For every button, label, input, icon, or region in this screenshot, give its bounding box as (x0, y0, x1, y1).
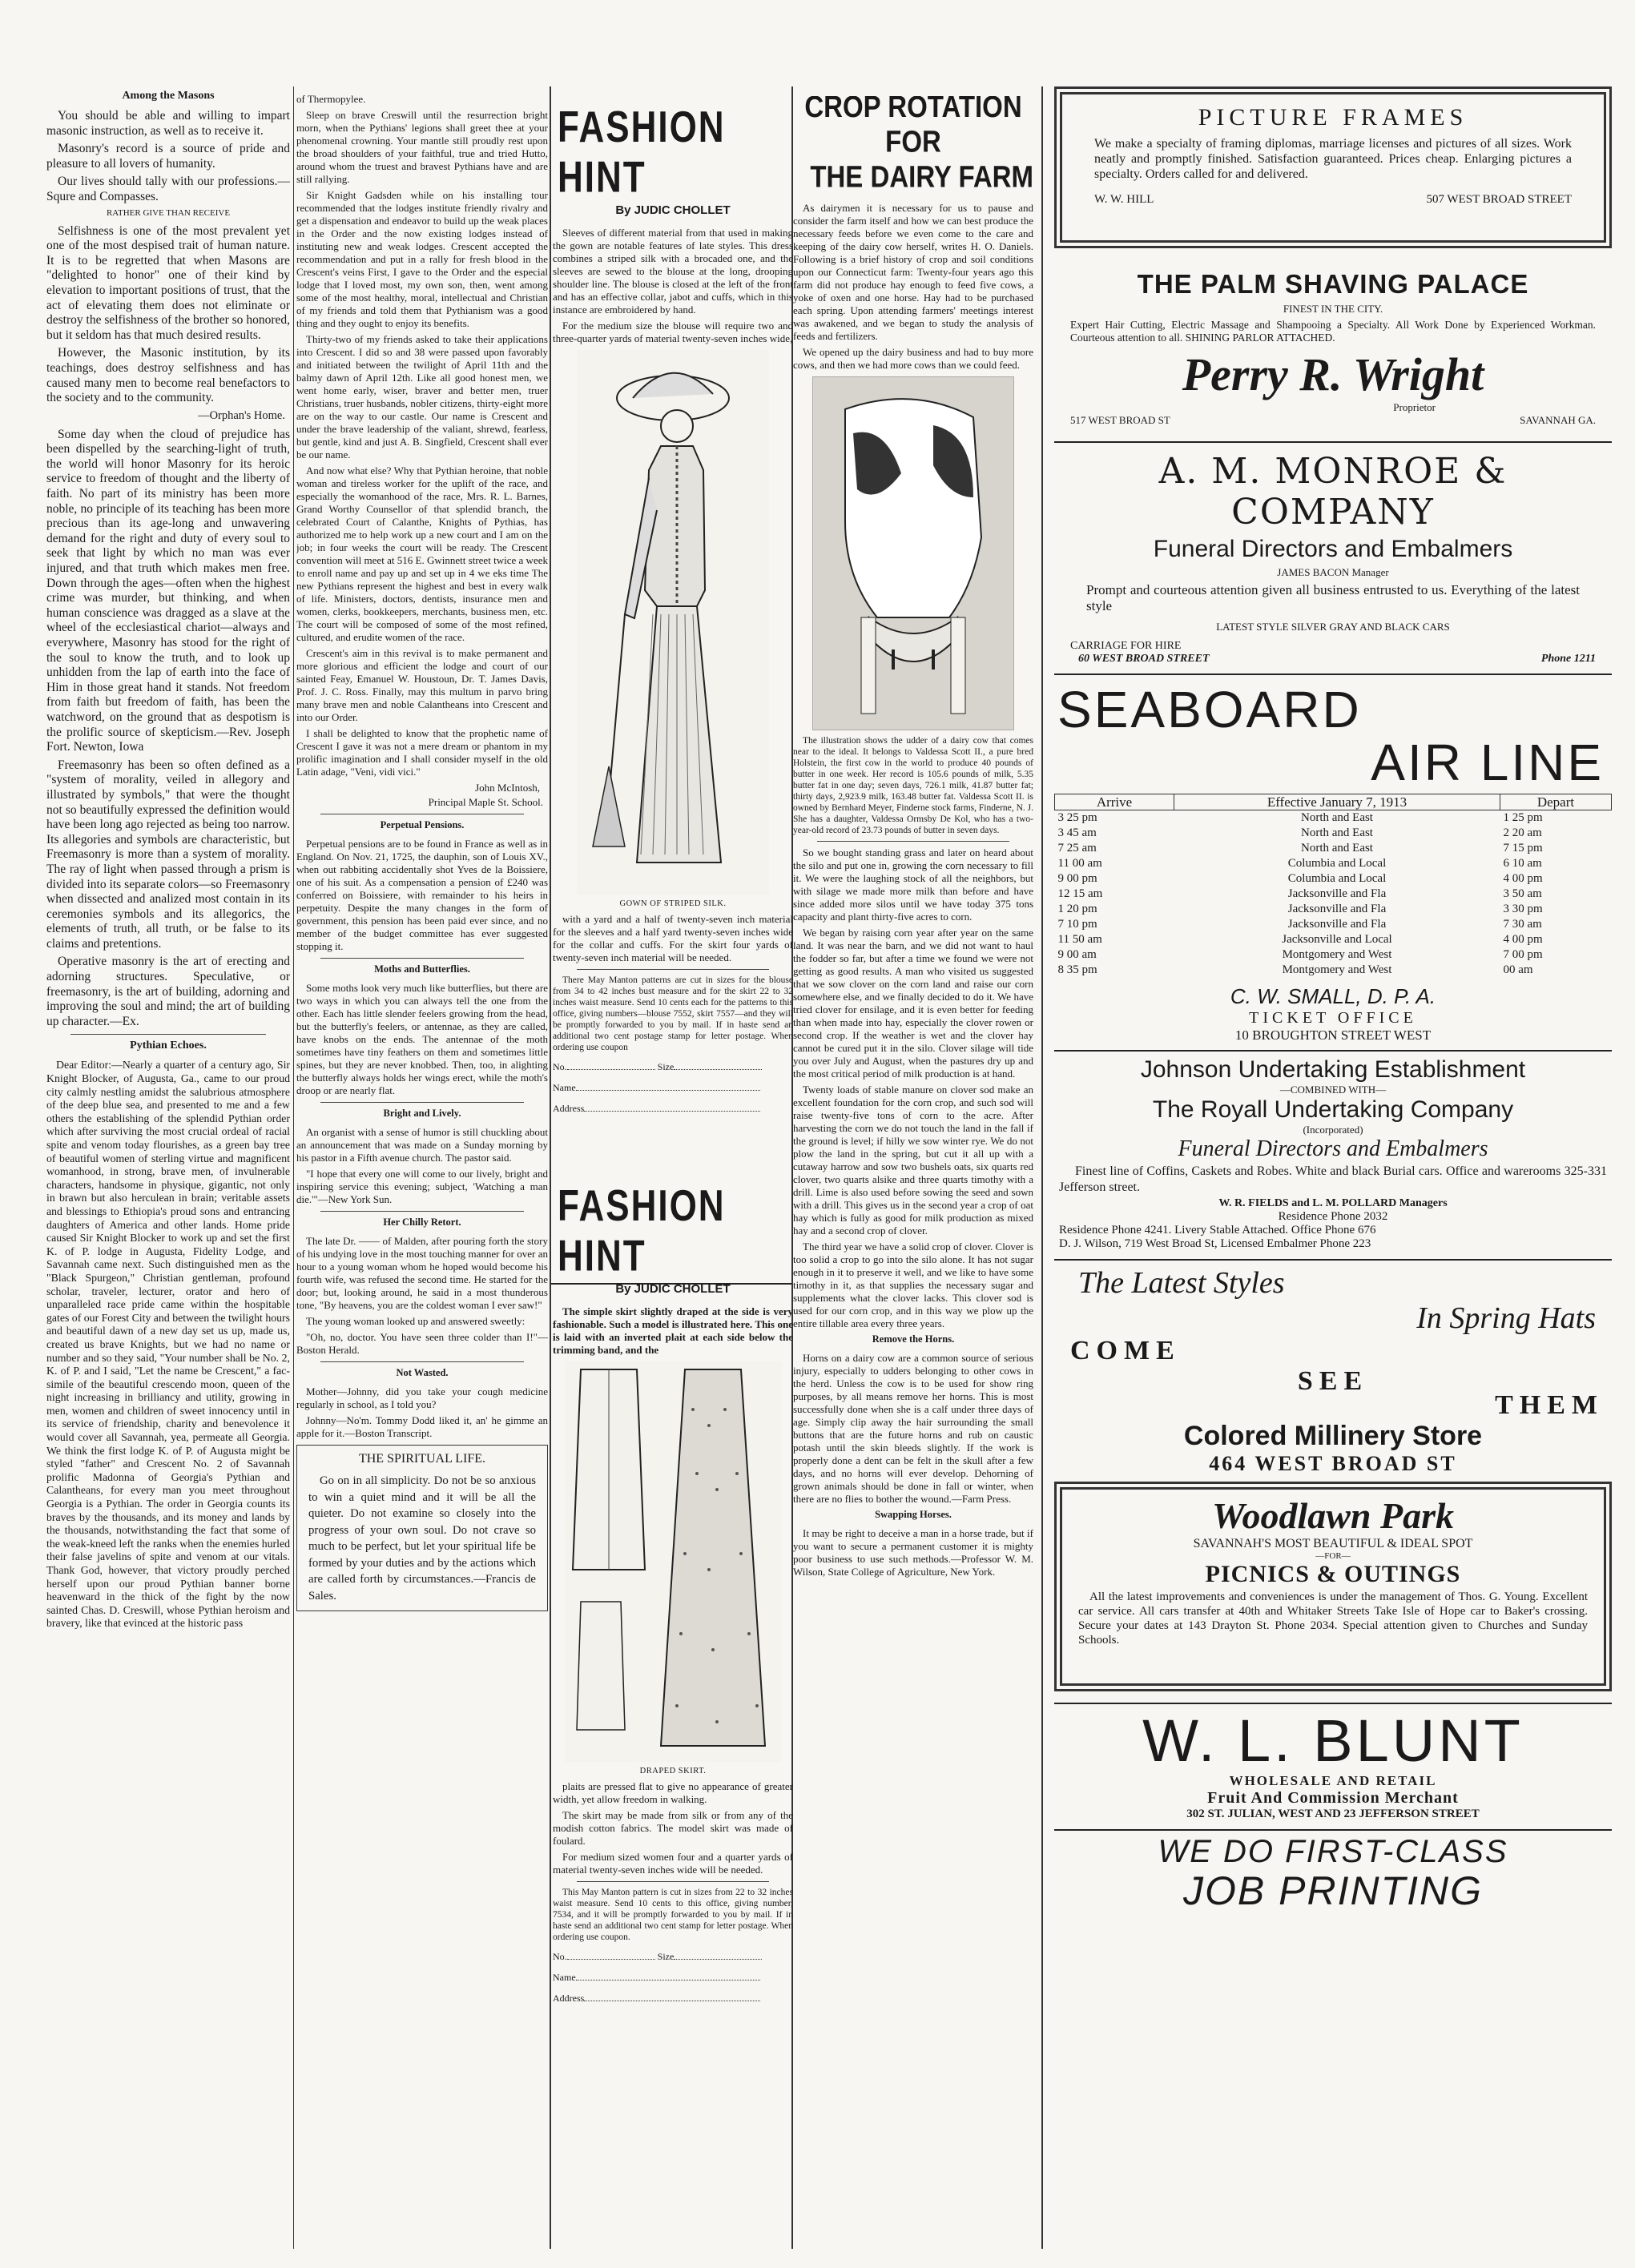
pattern-note: This May Manton pattern is cut in sizes from 22 to 32 inches waist measure. Send 10 cents to this office, giving number, 7534, and it will be promptly forwarded to you by mail. If in haste send an additional two cent stamp for letter postage. When ordering use coupon. (553, 1888, 793, 1942)
masonic-signature: —Orphan's Home. (198, 408, 285, 422)
chilly-text: "Oh, no, doctor. You have seen three colder than I!"—Boston Herald. (296, 1331, 548, 1356)
coupon-form (553, 1946, 793, 2009)
palm-address: 517 WEST BROAD ST (1070, 414, 1170, 426)
chilly-text: The young woman looked up and answered sweetly: (306, 1315, 526, 1327)
blunt-address: 302 ST. JULIAN, WEST AND 23 JEFFERSON STREET (1186, 1808, 1480, 1820)
frames-owner: W. W. HILL (1094, 193, 1154, 206)
royal-title: The Royall Undertaking Company (1152, 1096, 1514, 1123)
schedule-dest: Jacksonville and Fla (1287, 903, 1387, 915)
crop-title-line: THE DAIRY FARM (810, 159, 1033, 194)
millinery-address: 464 WEST BROAD ST (1209, 1452, 1457, 1475)
column-3 (553, 96, 793, 2009)
divider (577, 1881, 769, 1882)
schedule-row (1055, 902, 1612, 917)
column-rule (293, 86, 294, 2249)
picture-frames-ad (1054, 86, 1612, 248)
horns-title: Remove the Horns. (872, 1333, 955, 1345)
coupon-no-field[interactable] (567, 1959, 655, 1960)
johnson-fde: Funeral Directors and Embalmers (1178, 1136, 1488, 1161)
schedule-dep: 3 50 am (1503, 887, 1542, 900)
schedule-dep: 7 15 pm (1503, 842, 1543, 855)
pythian-paragraph: I shall be delighted to know that the prophetic name of Crescent I gave it was not a mere dream or phantom in my prolific imagination and I shall consider myself in the old Latin adage, "Veni, vidi vici." (296, 727, 548, 778)
coupon-address-field[interactable] (584, 1111, 760, 1112)
schedule-row (1055, 947, 1612, 963)
pythian-paragraph: Sleep on brave Creswill until the resurrection bright morn, when the Pythians' legions shall greet thee at your phenomenal crowning. Your mantle still proudly rest upon the broad shoulders of your faithful, true and tried Hutto, around whom the truest and bravest Pythians have and are still rallying. (296, 109, 548, 185)
see-word: SEE (1297, 1366, 1369, 1396)
masonic-paragraph: Our lives should tally with our professions.—Squre and Compasses. (46, 175, 290, 203)
frames-text: We make a specialty of framing diplomas, marriage licenses and pictures of all sizes. Work neatly and promptly finished. Satisfaction guaranteed. Prices cheap. Enlarging pictures a specialty. Orders called for and delivered. (1094, 137, 1572, 181)
schedule-dep: 00 am (1503, 963, 1533, 976)
fashion-text: Sleeves of different material from that used in making the gown are notable features of late styles. This dress combines a striped silk with a brocaded one, and the sleeves are sewed to the blouse at the long, drooping shoulder line. The blouse is closed at the left of the front and has an effective collar, jabot and cuffs, which in this instance are embroidered by hand. (553, 227, 793, 316)
schedule-dest: North and East (1301, 826, 1373, 839)
ads-column (1054, 86, 1612, 1912)
column-rule (550, 86, 551, 2249)
schedule-arr: 7 25 am (1057, 842, 1097, 855)
monroe-text: Prompt and courteous attention given all business entrusted to us. Everything of the latest style (1086, 582, 1580, 613)
schedule-row (1055, 841, 1612, 856)
skirt-illustration (565, 1361, 781, 1762)
pythian-paragraph: Crescent's aim in this revival is to make permanent and more glorious and efficient the lodge and court of our sainted Feay, Emanuel W. Houstoun, Dr. T. James Davis, Prof. J. C. Ross. Finally, may this multum in parvo bring many brave men and noble Calantheans into Crescent and into our Order. (296, 647, 548, 723)
pythian-signature: John McIntosh, (475, 782, 540, 794)
schedule-row (1055, 871, 1612, 887)
coupon-no-field[interactable] (567, 1069, 655, 1070)
seaboard-ad (1054, 674, 1612, 1044)
bright-title: Bright and Lively. (383, 1108, 461, 1119)
divider (577, 969, 769, 970)
pythian-paragraph: Thirty-two of my friends asked to take their applications into Crescent. I did so and 38 were passed upon favorably and initiated between the twilight of April 11th and the balmy dawn of April 12th. Like all good honest men, we went home early, wiser, braver and better men, truer Christians, truer husbands, nobler citizens, thirty-eight more are on the way to our castle. Our name is Crescent and under the brave leadership of the valiant, shrewd, fearless, but gentle, kind and just A. B. Singfield, Crescent shall ever be our name. (296, 333, 548, 460)
schedule-dest: North and East (1301, 811, 1373, 824)
masonic-paragraph: Some day when the cloud of prejudice has been dispelled by the searching-light of truth, the world will honor Masonry for its heroic service to freedom of thought and the liberty of faith. No part of its ministry has been more noble, no principle of its teaching has been more precious than its age-long and unwavering demand for the right and duty of every soul to seek that light by which no man was ever injured, and that truth which makes men free. Down through the ages—often when the highest crime was murder, but thinking, and when human conscience was dragged as a slave at the wheel of the ecclesiastical chariot—always and everywhere, Masonry has stood for the right of the soul to know the truth, and to look up unhidden from the lap of earth into the face of Him in those great hand it stands. Not freedom from faith but freedom of faith, has been the watchword, on the ground that as despotism is the prolific source of skepticism.—Rev. Joseph Fort. Newton, Iowa (46, 427, 290, 754)
schedule-dep: 6 10 am (1503, 857, 1542, 870)
divider (320, 1211, 524, 1212)
johnson-residence: Residence Phone 2032 (1278, 1210, 1388, 1223)
fashion-text: The skirt may be made from silk or from any of the modish cotton fabrics. The model skirt was made of foulard. (553, 1809, 793, 1847)
gown-illustration (577, 350, 769, 895)
col-effective: Effective January 7, 1913 (1174, 794, 1500, 810)
pythian-paragraph: Sir Knight Gadsden while on his installing tour recommended that the lodges institute friendly rivalry and get a dispensation and endeavor to build up the weak places in the Order and the now existing lodges instead of instituting new and weak lodges. Crescent accepted the recommendation and put in a rally for fresh blood in the Crescent's veins First, I gave to the Order and the especial lodge that I loved most, my own son, then, went among some of the most healthy, moral, intellectual and Christian of my friends and told them that Pythianism was a good thing and they ought to enjoy its benefits. (296, 189, 548, 329)
masonic-paragraph: However, the Masonic institution, by its teachings, does destroy selfishness and has caused many men to become real benefactors to the society and to the community. (46, 346, 290, 405)
ticket-office: TICKET OFFICE (1249, 1009, 1417, 1027)
seaboard-agent: C. W. SMALL, D. P. A. (1230, 984, 1436, 1008)
woodlawn-ad (1054, 1482, 1612, 1691)
monroe-title: A. M. MONROE & COMPANY (1158, 451, 1508, 533)
masonic-paragraph: Operative masonry is the art of erecting and adorning structures. Speculative, or freemasonry, is the art of building, adorning and improving the soul and mind; the art of building up character.—Ex. (46, 955, 290, 1028)
coupon-size-field[interactable] (674, 1959, 762, 1960)
royal-inc: (Incorporated) (1303, 1124, 1363, 1136)
pythian-signature-title: Principal Maple St. School. (428, 796, 543, 808)
coupon-size-field[interactable] (674, 1069, 762, 1070)
seaboard-title: SEABOARD (1057, 681, 1362, 738)
bright-text: "I hope that every one will come to our lively, bright and inspiring service this evening; subject, 'Watching a man die.'"—New York Sun. (296, 1168, 548, 1205)
crop-text: We began by raising corn year after year on the same land. It was near the barn, and we did not want to haul the fodder so far, but after a time we found we were not getting as good results. A man who visited us suggested that we sow clover on the corn land and raise our corn somewhere else, and we finally decided to do it. We have tried clover for ensilage, and it is even better for feeding than when made into hay, especially the clover rowen or second crop. If the weather is wet and the clover hay cannot be cured put it in the silo. Clover silage will tide you over July and August, when the pastures dry up and the most critical period of milk production is at hand. (793, 927, 1033, 1080)
coupon-no-label: No. (553, 1951, 567, 1962)
schedule-dep: 1 25 pm (1503, 811, 1543, 824)
column-rule (1041, 86, 1043, 2249)
fashion-title: FASHION HINT (558, 103, 726, 202)
monroe-ad (1054, 441, 1612, 666)
schedule-arr: 3 45 am (1057, 826, 1097, 839)
johnson-ad (1054, 1050, 1612, 1251)
notwasted-text: Mother—Johnny, did you take your cough medicine regularly in school, as I told you? (296, 1385, 548, 1410)
schedule-arr: 11 50 am (1057, 933, 1102, 946)
schedule-arr: 8 35 pm (1057, 963, 1097, 976)
woodlawn-for: —FOR— (1315, 1551, 1351, 1561)
schedule-dep: 2 20 am (1503, 826, 1542, 839)
fashion-byline: By JUDIC CHOLLET (615, 203, 731, 217)
fashion-text: plaits are pressed flat to give no appearance of greater width, yet allow freedom in walking. (553, 1780, 793, 1805)
pythian-paragraph: And now what else? Why that Pythian heroine, that noble woman and tireless worker for the uplift of the race, and especially the womanhood of the race, Mrs. R. L. Barnes, Grand Worthy Counsellor of that splendid branch, the celebrated Court of Calanthe, Knights of Pythias, has authorized me to help work up a new court and I am on the job; in four weeks the court will be ready. The Crescent convention will meet at 516 E. Gwinnett street twice a week to enroll name and pay up and set up in 4 we eks time The new Pythians represent the highest and best in every walk of life. Ministers, doctors, dentists, insurance men and women, clerks, bookkeepers, merchants, business men, etc. The court will be composed of some of the most refined, cultured, and erudite women of the race. (296, 464, 548, 643)
cow-caption: The illustration shows the udder of a dairy cow that comes near to the ideal. It belongs to Valdessa Scott II., a pure bred Holstein, the first cow in the world to produce 40 pounds of butter in one week. Her record is 105.6 pounds of milk, 5.35 butter fat in one day; seven days, 726.1 milk, 41.87 butter fat; thirty days, 2,923.9 milk, 163.48 butter fat. Valdessa Scott II. is owned by Bernhard Meyer, Finderne stock farms, Finderne, N. J. She has a daughter, Valdessa Ormsby De Kol, who has a two-year-old record of 23.73 pounds of butter in seven days. (793, 736, 1033, 835)
notwasted-title: Not Wasted. (396, 1367, 449, 1378)
coupon-no-label: No. (553, 1061, 567, 1072)
fashion-byline: By JUDIC CHOLLET (615, 1282, 731, 1296)
masonic-paragraph: Selfishness is one of the most prevalent yet one of the most despised trait of human nature. It is to be regretted that when Masons are "delighted to honor" one of their kind by elevation to important positions of trust, that the act of elevating them does not eliminate or destroy the selfishness of the brother so honored, but it seldom has that much desired results. (46, 223, 290, 342)
masonic-title: Among the Masons (122, 90, 215, 102)
column-1 (46, 86, 290, 1634)
fashion-text: For medium sized women four and a quarter yards of material twenty-seven inches wide will be needed. (553, 1851, 793, 1876)
schedule-dest: Jacksonville and Fla (1287, 887, 1387, 900)
schedule-dep: 7 30 am (1503, 918, 1542, 931)
ticket-address: 10 BROUGHTON STREET WEST (1234, 1027, 1432, 1043)
notwasted-text: Johnny—No'm. Tommy Dodd liked it, an' he gimme an apple for it.—Boston Transcript. (296, 1414, 548, 1439)
woodlawn-title: Woodlawn Park (1211, 1495, 1455, 1536)
palm-subtitle: FINEST IN THE CITY. (1283, 303, 1383, 315)
crop-text: So we bought standing grass and later on heard about the silo and put one in, growing the corn necessary to fill it. We were the laughing stock of all the neighbors, but with silage we made more milk than before and have since added more silos until we have today 375 tons capacity and plant thirty-five acres to corn. (793, 846, 1033, 923)
crop-text: As dairymen it is necessary for us to pause and consider the farm itself and how we can best produce the necessary feeds before we even come to the care and keeping of the dairy cow herself, writes H. O. Daniels. Following is a brief history of crop and soil conditions upon our Connecticut farm: Twenty-four years ago this farm did not produce hay enough to feed five cows, a yoke of oxen and one horse. Hay had to be purchased each spring. Upon attending farmers' meetings interest was awakened, and we began to study the analysis of feeds and fertilizers. (793, 202, 1033, 342)
coupon-name-field[interactable] (576, 1090, 760, 1091)
schedule-row (1055, 963, 1612, 978)
masonic-paragraph: Masonry's record is a source of pride and pleasure to all lovers of humanity. (46, 142, 290, 171)
bright-text: An organist with a sense of humor is still chuckling about an announcement that was made on a Sunday morning by his pastor in a Fifth avenue church. The pastor said. (296, 1126, 548, 1164)
col-depart: Depart (1500, 794, 1612, 810)
schedule-table (1054, 794, 1612, 978)
spiritual-title: THE SPIRITUAL LIFE. (358, 1452, 486, 1466)
schedule-arr: 9 00 am (1057, 948, 1097, 961)
masonic-paragraph: You should be able and willing to impart masonic instruction, as well as to receive it. (46, 109, 290, 138)
spiritual-text: Go on in all simplicity. Do not be so anxious to win a quiet mind and it will be all the quieter. Do not examine so closely into the progress of your own soul. Do not crave so much to be perfect, but let your spiritual life be formed by your duties and by the actions which are called forth by circumstances.—Francis de Sales. (308, 1474, 536, 1602)
palm-city: SAVANNAH GA. (1520, 414, 1596, 426)
job-line: JOB PRINTING (1182, 1868, 1484, 1912)
fashion-text: with a yard and a half of twenty-seven inch material for the sleeves and a half yard twenty-seven inches wide for the collar and cuffs. For the skirt four yards of twenty-seven inch material will be needed. (553, 913, 793, 963)
crop-text: We opened up the dairy business and had to buy more cows, and then we had more cows than we could feed. (793, 346, 1033, 371)
blunt-ad (1054, 1703, 1612, 1821)
divider (817, 841, 1009, 842)
crop-text: Twenty loads of stable manure on clover sod make an excellent foundation for the corn crop, and such sod will raise twenty-five tons of corn to the acre. After harvesting the corn we do not touch the land in the fall if the ground is level; if hilly we sow winter rye. We do not plow the land in the spring, but cut it all up with a cutaway harrow and sow two bushels oats, six quarts red clover, two quarts alsike and three quarts timothy with a drill. Lime is also used before sowing the seed and sown with a drill. This gives us in the second year a crop of oat hay which is fully as good for milk production as mixed hay and a second crop of clover. (793, 1084, 1033, 1237)
coupon-name-label: Name (553, 1972, 576, 1983)
masonic-subhead: RATHER GIVE THAN RECEIVE (106, 207, 231, 218)
coupon-size-label: Size (657, 1951, 675, 1962)
swap-text: It may be right to deceive a man in a horse trade, but if you want to secure a permanent customer it is mighty poor business to use such methods.—Professor W. M. Wilson, State College of Agriculture, New York. (793, 1527, 1033, 1578)
woodlawn-subtitle: SAVANNAH'S MOST BEAUTIFUL & IDEAL SPOT (1193, 1537, 1473, 1550)
schedule-dest: Montgomery and West (1282, 948, 1392, 961)
divider (320, 1102, 524, 1103)
schedule-arr: 11 00 am (1057, 857, 1102, 870)
crop-text: The third year we have a solid crop of clover. Clover is too solid a crop to go into the silo alone. It has not sugar enough in it to preserve it well, and we like to have some timothy in it, as that supplies the necessary sugar and supplements what the clover lacks. This clover sod is used for our corn crop, and in this way we plow up the entire tillable area every three years. (793, 1241, 1033, 1329)
fashion-title: FASHION HINT (558, 1181, 726, 1281)
divider (320, 1361, 524, 1362)
millinery-name: Colored Millinery Store (1183, 1421, 1483, 1451)
job-line: WE DO FIRST-CLASS (1158, 1834, 1508, 1869)
schedule-row (1055, 887, 1612, 902)
fashion-caption: DRAPED SKIRT. (639, 1767, 707, 1775)
column-2 (296, 93, 548, 1611)
schedule-arr: 9 00 pm (1057, 872, 1097, 885)
monroe-hire: CARRIAGE FOR HIRE (1070, 640, 1182, 652)
schedule-arr: 12 15 am (1057, 887, 1103, 900)
coupon-form (553, 1056, 793, 1119)
schedule-dest: Columbia and Local (1287, 857, 1387, 870)
spiritual-box (296, 1445, 548, 1611)
monroe-cars: LATEST STYLE SILVER GRAY AND BLACK CARS (1216, 621, 1450, 633)
frames-address: 507 WEST BROAD STREET (1426, 193, 1572, 206)
palm-signature: Perry R. Wright (1182, 348, 1484, 400)
palm-text: Expert Hair Cutting, Electric Massage and Shampooing a Specialty. All Work Done by Experienced Workman. Courteous attention to all. SHINING PARLOR ATTACHED. (1070, 319, 1596, 344)
schedule-dep: 3 30 pm (1503, 903, 1543, 915)
blunt-sub: WHOLESALE AND RETAIL (1229, 1773, 1437, 1788)
job-printing-ad (1054, 1829, 1612, 1912)
johnson-combined: —COMBINED WITH— (1279, 1084, 1387, 1096)
schedule-dest: Montgomery and West (1282, 963, 1392, 976)
coupon-size-label: Size (657, 1061, 675, 1072)
chilly-text: The late Dr. —— of Malden, after pouring forth the story of his undying love in the most touching manner for over an hour to a young woman whom he hoped would become his fourth wife, was refused the second time. He started for the door; but, looking around, he said in a most thunderous tone, "By heavens, you are the coldest woman I ever saw!" (296, 1235, 548, 1311)
swap-title: Swapping Horses. (875, 1509, 952, 1520)
schedule-dest: Jacksonville and Fla (1287, 918, 1387, 931)
frames-title: PICTURE FRAMES (1198, 104, 1468, 131)
schedule-row (1055, 826, 1612, 841)
schedule-dep: 4 00 pm (1503, 872, 1543, 885)
schedule-dest: North and East (1301, 842, 1373, 855)
schedule-dest: Jacksonville and Local (1282, 933, 1392, 946)
johnson-managers: W. R. FIELDS and L. M. POLLARD Managers (1218, 1197, 1448, 1209)
fashion-caption: GOWN OF STRIPED SILK. (619, 899, 727, 908)
palm-shaving-ad (1054, 269, 1612, 427)
schedule-dest: Columbia and Local (1287, 872, 1387, 885)
pythian-paragraph: Dear Editor:—Nearly a quarter of a century ago, Sir Knight Blocker, of Augusta, Ga., came to our proud city calmly nestling amidst the salubrious atmosphere of the deep blue sea, and presented to me and a few others the establishing of the splendid Pythian order which after surviving the most crucial ordeal of racial spite and venom today flourishes, as a green bay tree of beautiful women of sterling virtue and magnificent womanhood, in strong, brave men, of invulnerable characters, handsome in physique, gigantic, not only in brawn but also herculean in brain; veritable assets and blessings to Ethiopia's proud sons and entrancing daughters of America and other lands. Home pride caused Sir Knight Blocker to work up and set the first K. of P. lodge in Augusta, Fidelity Lodge, and Savannah came next. Such distinguished men as the "Black Spurgeon," Christian gentleman, profound scholar, traveler, lecturer, orator and hero of unparalleled race pride came within the hospitable gates of our Forest City and between the twilight hours and beautiful dawn of a new day set us up, made us, created us brave Knights, but we had no name or number and so they said, "Your number shall be No. 2, K. of P. and I said, "Let the name be Crescent," a fac-simile of the beautiful crescendo moon, queen of the night increasing in brilliancy and utility, growing in men, women and children of sweet innocency until in its service of friendship, charity and benevolence it would cover all Savannah, yea, permeate all Georgia. We think the first lodge K. of P. of Augusta might be styled "father" and Crescent No. 2 of Savannah prolific Madonna of Georgia's Pythian and Calantheans, for every man you meet throughout Georgia is a Pythian. The order in Georgia counts its braves by the thousands, and its money and lands by the thousands, notwithstanding the fact that some of the weak-kneed left the ranks when the enemies hurled their false javelins of spite and venom at our vitals. Thank God, however, that victory proudly perched herself upon our proud Pythian banner borne heavenward in the thick of the fight by the now sainted Chas. D. Creswill, whose Pythian heroism and bravery, like that evinced at the historic pass (46, 1059, 290, 1630)
schedule-row (1055, 856, 1612, 871)
coupon-address-label: Address (553, 1103, 585, 1114)
schedule-dep: 7 00 pm (1503, 948, 1543, 961)
chilly-title: Her Chilly Retort. (383, 1216, 461, 1228)
hats-line: In Spring Hats (1416, 1301, 1596, 1335)
monroe-subtitle: Funeral Directors and Embalmers (1153, 536, 1513, 562)
column-4 (793, 96, 1033, 1582)
pensions-title: Perpetual Pensions. (380, 819, 465, 830)
fashion-text: The simple skirt slightly draped at the side is very fashionable. Such a model is illustrated here. This one is laid with an inverted plait at each side below the trimming band, and the (553, 1305, 793, 1356)
monroe-phone: Phone 1211 (1540, 653, 1596, 665)
cow-photo (812, 376, 1014, 730)
schedule-arr: 1 20 pm (1057, 903, 1097, 915)
them-word: THEM (1495, 1390, 1604, 1420)
horns-text: Horns on a dairy cow are a common source of serious injury, especially to udders belonging to other cows in the herd. Unless the cow is to be used for show ring purposes, by all means remove her horns. This is most successfully done when she is a calf under three days of age. Simply clip away the hair surrounding the small buttons that are the future horns and rub on caustic potash until the skin bleeds slightly. If the work is properly done a dent can be felt in the skull after a few days, and no horns will ever develop. Dehorning of grown animals should be done in fall or winter, when there are no flies to bother the wound.—Farm Press. (793, 1352, 1033, 1505)
schedule-arr: 7 10 pm (1057, 918, 1097, 931)
woodlawn-picnics: PICNICS & OUTINGS (1205, 1561, 1461, 1587)
fashion-text: For the medium size the blouse will require two and three-quarter yards of material twenty-seven inches wide, (553, 320, 793, 344)
schedule-row (1055, 917, 1612, 932)
johnson-text: Finest line of Coffins, Caskets and Robes. White and black Burial cars. Office and warerooms 325-331 Jefferson street. (1059, 1164, 1607, 1194)
pythian-paragraph: of Thermopylee. (296, 93, 366, 105)
schedule-row (1055, 810, 1612, 826)
divider (320, 958, 524, 959)
coupon-name-label: Name (553, 1082, 576, 1093)
millinery-ad (1054, 1259, 1612, 1475)
schedule-row (1055, 932, 1612, 947)
pythian-title: Pythian Echoes. (130, 1040, 207, 1052)
monroe-address: 60 WEST BROAD STREET (1078, 653, 1210, 665)
woodlawn-text: All the latest improvements and conveniences is under the management of Thos. G. Young. Excellent car service. All cars transfer at 40th and Whitaker Streets Take Isle of Hope car to Baker's crossing. Secure your dates at 143 Drayton St. Phone 2034. Special attention given to Churches and Sunday Schools. (1078, 1590, 1588, 1647)
johnson-title: Johnson Undertaking Establishment (1140, 1056, 1526, 1083)
monroe-manager: JAMES BACON Manager (1277, 566, 1389, 578)
schedule-arr: 3 25 pm (1057, 811, 1097, 824)
masonic-paragraph: Freemasonry has been so often defined as a "system of morality, veiled in allegory and illustrated by symbols," that were the thought not so beautifully expressed the definition would have been long ago rejected as being too narrow. Its allegories and symbols are characteristic, but Freemasonry is more than a system of morality. The ray of light when passed through a prism is divided into its separate colors—so Freemasonry when dissected and analized most contain in its ceremonies symbols and its allegorics, the elements of truth, all truth, or be false to its claims and pretentions. (46, 758, 290, 951)
col-arrive: Arrive (1055, 794, 1174, 810)
palm-title: THE PALM SHAVING PALACE (1137, 269, 1529, 299)
seaboard-title: AIR LINE (1371, 734, 1604, 791)
blunt-title: W. L. BLUNT (1142, 1707, 1524, 1774)
moths-title: Moths and Butterflies. (374, 963, 470, 975)
schedule-dep: 4 00 pm (1503, 933, 1543, 946)
palm-proprietor: Proprietor (1393, 401, 1436, 413)
come-word: COME (1070, 1336, 1181, 1365)
moths-text: Some moths look very much like butterflies, but there are two ways in which you can always tell the one from the other. Each has little slender feelers growing from the head, but the butterfly's feelers, or antennae, as they are called, have knobs on the ends. The antennae of the moth sometimes have tiny feathers on them and sometimes little spines, but they are never knobbed. Then, too, in alighting the butterfly always holds her wings erect, while the moth's droop or are nearly flat. (296, 982, 548, 1096)
hats-line: The Latest Styles (1078, 1266, 1285, 1300)
crop-title-line: CROP ROTATION FOR (804, 96, 1022, 159)
wilson-line: D. J. Wilson, 719 West Broad St, Licensed Embalmer Phone 223 (1059, 1237, 1371, 1250)
pensions-text: Perpetual pensions are to be found in France as well as in England. On Nov. 21, 1725, the dauphin, son of Louis XV., when out rabbiting accidentally shot Yves de la Boissiere, one of his suit. As a compensation a pension of £240 was conferred on Boissiere, with remainder to his heirs in perpetuity. Despite the many changes in the form of government, this pension has been paid ever since, and no member of the budget committee has ever suggested stopping it. (296, 838, 548, 952)
pattern-note: There May Manton patterns are cut in sizes for the blouse from 34 to 42 inches bust measure and for the skirt 22 to 32 inches waist measure. Send 10 cents each for the patterns to this office, giving numbers—blouse 7552, skirt 7557—and they will be promptly forwarded to you by mail. If in haste send an additional two cent postage stamp for letter postage. When ordering use coupon (553, 975, 793, 1052)
coupon-address-label: Address (553, 1993, 585, 2004)
crop-title (793, 96, 1033, 195)
divider (70, 1034, 266, 1035)
johnson-phones: Residence Phone 4241. Livery Stable Attached. Office Phone 676 (1059, 1224, 1376, 1237)
blunt-sub2: Fruit And Commission Merchant (1207, 1789, 1459, 1807)
